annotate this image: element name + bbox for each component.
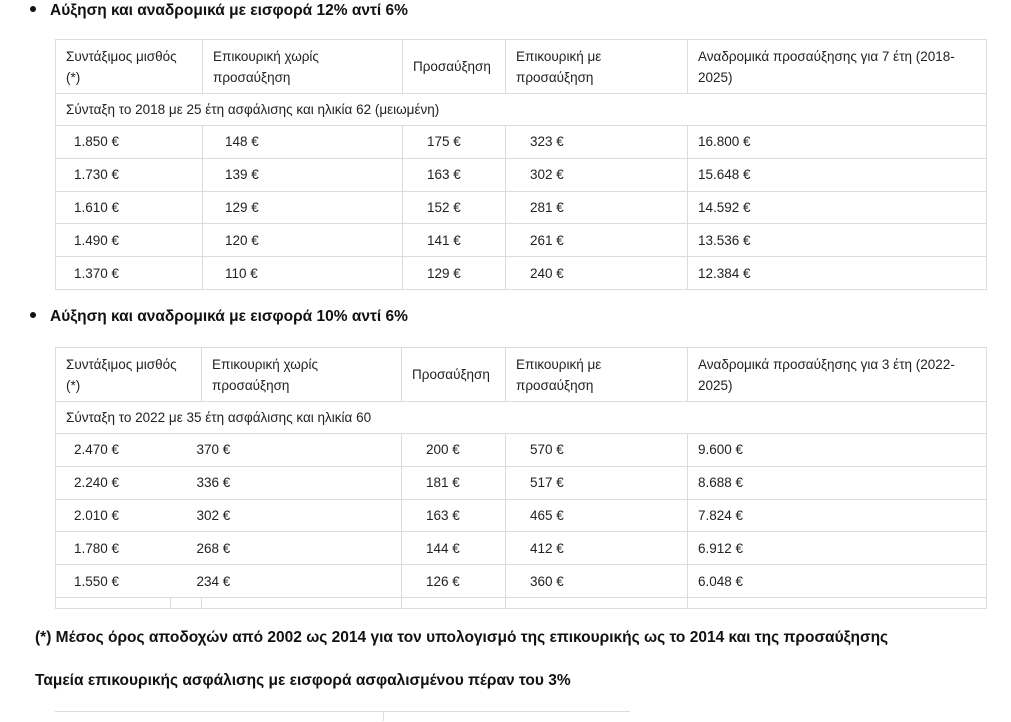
table-10-percent [55,347,987,609]
bullet-icon [30,6,36,12]
cell: 129 € [203,191,403,224]
cell: 144 € [402,532,506,565]
cell: 360 € [506,565,688,598]
cell: 14.592 € [688,191,987,224]
col-header: Συντάξιμος μισθός (*) [56,348,202,402]
cell: 1.550 € [56,565,171,598]
cell: 1.370 € [56,257,203,290]
cell: 8.688 € [688,466,987,499]
cell: 1.610 € [56,191,203,224]
next-table-top-edge [55,711,630,722]
col-header: Αναδρομικά προσαύξησης για 3 έτη (2022-2025) [688,348,987,402]
cell-empty [506,597,688,608]
table-subheader-row [56,94,987,126]
cell: 175 € [403,126,506,159]
cell: 7.824 € [688,499,987,532]
subheader-cell: Σύνταξη το 2018 με 25 έτη ασφάλισης και ηλικία 62 (μειωμένη) [56,94,987,126]
cell: 1.730 € [56,158,203,191]
cell: 152 € [403,191,506,224]
cell: 570 € [506,434,688,467]
col-header: Προσαύξηση [403,40,506,94]
cell: 129 € [403,257,506,290]
cell: 9.600 € [688,434,987,467]
section1-heading [30,2,408,20]
table-row [56,565,987,598]
cell: 2.240 € [56,466,171,499]
cell: 240 € [506,257,688,290]
table-row [56,499,987,532]
table-header-row [56,348,987,402]
cell: 163 € [403,158,506,191]
cell: 336 € [171,466,402,499]
cell: 200 € [402,434,506,467]
cell: 16.800 € [688,126,987,159]
cell-empty [56,597,171,608]
section2-heading [30,308,408,326]
section1-heading-text: Αύξηση και αναδρομικά με εισφορά 12% αντί 6% [50,2,408,19]
cell: 323 € [506,126,688,159]
cell: 141 € [403,224,506,257]
cell: 163 € [402,499,506,532]
table-row [56,158,987,191]
table-row [56,434,987,467]
cell: 15.648 € [688,158,987,191]
col-header: Προσαύξηση [402,348,506,402]
cell-empty [171,597,202,608]
cell: 268 € [171,532,402,565]
table-row [56,257,987,290]
col-header: Επικουρική χωρίς προσαύξηση [203,40,403,94]
cell: 181 € [402,466,506,499]
cell: 1.490 € [56,224,203,257]
cell: 6.912 € [688,532,987,565]
table-row [56,466,987,499]
cell: 1.850 € [56,126,203,159]
cell: 302 € [506,158,688,191]
cell: 120 € [203,224,403,257]
table-header-row [56,40,987,94]
table-row [56,126,987,159]
cell: 261 € [506,224,688,257]
funds-heading: Ταμεία επικουρικής ασφάλισης με εισφορά ασφαλισμένου πέραν του 3% [35,672,571,689]
cell: 517 € [506,466,688,499]
table-subheader-row [56,402,987,434]
cell: 1.780 € [56,532,171,565]
table-row [56,224,987,257]
section2-heading-text: Αύξηση και αναδρομικά με εισφορά 10% αντί 6% [50,308,408,325]
cell: 2.470 € [56,434,171,467]
col-header: Επικουρική με προσαύξηση [506,40,688,94]
cell: 281 € [506,191,688,224]
bullet-icon [30,312,36,318]
cell-empty [402,597,506,608]
col-header: Επικουρική με προσαύξηση [506,348,688,402]
table-12-percent [55,39,987,290]
col-header: Συντάξιμος μισθός (*) [56,40,203,94]
cell: 370 € [171,434,402,467]
cell: 148 € [203,126,403,159]
cell: 234 € [171,565,402,598]
next-table-divider [383,711,384,721]
col-header: Επικουρική χωρίς προσαύξηση [202,348,402,402]
cell: 126 € [402,565,506,598]
cell: 139 € [203,158,403,191]
cell-empty [688,597,987,608]
footnote: (*) Μέσος όρος αποδοχών από 2002 ως 2014 για τον υπολογισμό της επικουρικής ως το 2014 και της προσαύξησης [35,629,889,646]
cell: 110 € [203,257,403,290]
table-row [56,191,987,224]
cell-empty [202,597,402,608]
table-row-empty [56,597,987,608]
cell: 302 € [171,499,402,532]
cell: 12.384 € [688,257,987,290]
cell: 412 € [506,532,688,565]
cell: 13.536 € [688,224,987,257]
subheader-cell: Σύνταξη το 2022 με 35 έτη ασφάλισης και ηλικία 60 [56,402,987,434]
cell: 2.010 € [56,499,171,532]
table-row [56,532,987,565]
col-header: Αναδρομικά προσαύξησης για 7 έτη (2018-2025) [688,40,987,94]
cell: 465 € [506,499,688,532]
cell: 6.048 € [688,565,987,598]
